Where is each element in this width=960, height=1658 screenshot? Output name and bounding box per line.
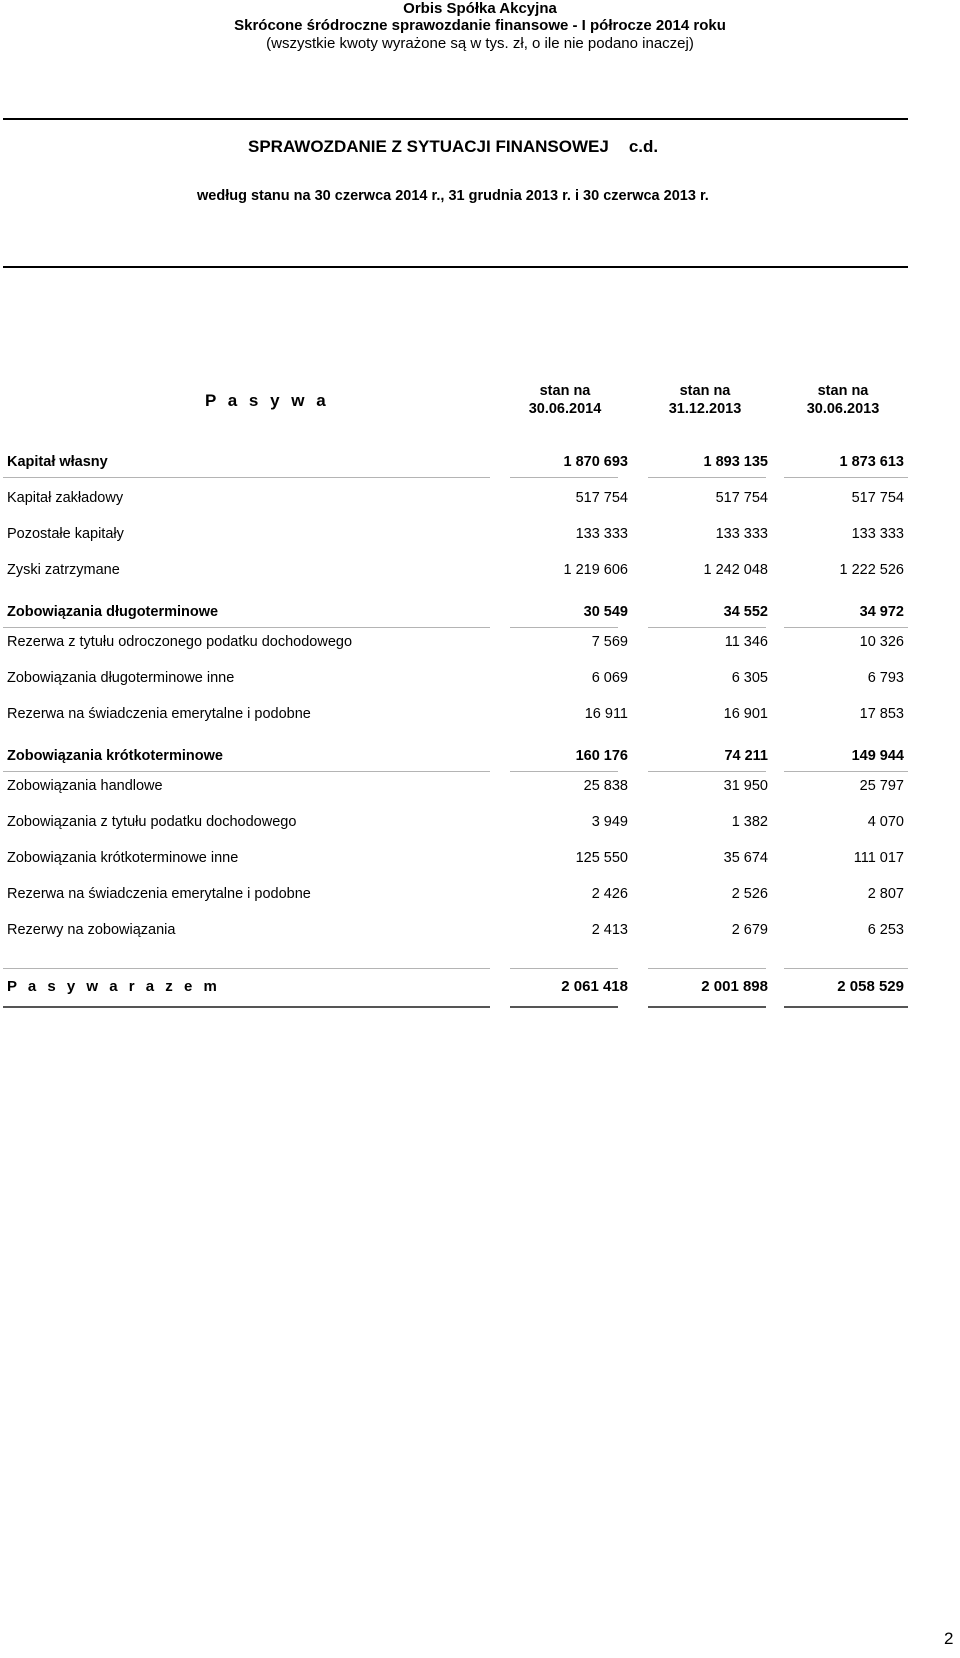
row-value-col1: 160 176 — [575, 748, 628, 764]
row-value-col3: 2 807 — [867, 886, 904, 902]
table-row — [0, 490, 960, 514]
statement-title-main: SPRAWOZDANIE Z SYTUACJI FINANSOWEJ — [248, 137, 609, 156]
row-value-col1: 6 069 — [591, 670, 628, 686]
section-underline — [648, 627, 766, 628]
report-title: Skrócone śródroczne sprawozdanie finansowe - I półrocze 2014 roku — [234, 17, 726, 34]
total-value-col3: 2 058 529 — [837, 978, 904, 995]
company-name: Orbis Spółka Akcyjna — [403, 0, 557, 17]
row-value-col2: 6 305 — [731, 670, 768, 686]
total-label: P a s y w a r a z e m — [7, 978, 221, 995]
row-value-col3: 517 754 — [851, 490, 904, 506]
column-header-3 — [783, 382, 903, 418]
row-value-col2: 517 754 — [715, 490, 768, 506]
row-value-col2: 11 346 — [724, 634, 768, 650]
row-label: Pozostałe kapitały — [7, 526, 124, 542]
column-header-2 — [645, 382, 765, 418]
row-label: Rezerwa na świadczenia emerytalne i podobne — [7, 886, 311, 902]
row-label: Zobowiązania z tytułu podatku dochodowego — [7, 814, 297, 830]
statement-title-cont: c.d. — [628, 137, 659, 156]
divider-header — [3, 266, 908, 268]
total-row — [0, 968, 960, 1008]
row-value-col2: 1 893 135 — [703, 454, 768, 470]
section-underline — [3, 627, 490, 628]
row-label: Kapitał własny — [7, 454, 108, 470]
table-row — [0, 526, 960, 550]
row-value-col3: 17 853 — [859, 706, 904, 722]
column-header-line2: 30.06.2013 — [806, 401, 880, 417]
section-underline — [648, 771, 766, 772]
total-top-rule — [648, 968, 766, 969]
table-row — [0, 670, 960, 694]
row-value-col1: 125 550 — [575, 850, 628, 866]
row-value-col3: 10 326 — [859, 634, 904, 650]
row-value-col1: 30 549 — [583, 604, 628, 620]
total-bottom-rule — [510, 1006, 618, 1008]
total-bottom-rule — [648, 1006, 766, 1008]
row-value-col3: 149 944 — [851, 748, 904, 764]
column-header-1 — [505, 382, 625, 418]
section-underline — [3, 771, 490, 772]
row-value-col2: 16 901 — [723, 706, 768, 722]
row-label: Zobowiązania długoterminowe inne — [7, 670, 235, 686]
row-value-col3: 34 972 — [859, 604, 904, 620]
row-label: Rezerwa na świadczenia emerytalne i podobne — [7, 706, 311, 722]
row-value-col3: 1 873 613 — [839, 454, 904, 470]
row-value-col2: 1 382 — [731, 814, 768, 830]
row-value-col1: 16 911 — [584, 706, 628, 722]
row-label: Zyski zatrzymane — [7, 562, 120, 578]
row-value-col2: 35 674 — [723, 850, 768, 866]
section-underline — [784, 477, 908, 478]
row-value-col3: 6 253 — [867, 922, 904, 938]
table-row — [0, 814, 960, 838]
row-value-col1: 517 754 — [575, 490, 628, 506]
table-row — [0, 922, 960, 946]
total-bottom-rule — [3, 1006, 490, 1008]
column-header-line1: stan na — [539, 383, 591, 399]
row-value-col2: 34 552 — [723, 604, 768, 620]
row-label: Kapitał zakładowy — [7, 490, 124, 506]
row-label: Rezerwy na zobowiązania — [7, 922, 176, 938]
row-label: Zobowiązania krótkoterminowe inne — [7, 850, 239, 866]
row-value-col2: 2 679 — [731, 922, 768, 938]
statement-title — [248, 137, 658, 157]
row-label: Rezerwa z tytułu odroczonego podatku dochodowego — [7, 634, 353, 650]
table-row — [0, 706, 960, 730]
section-label: P a s y w a — [205, 391, 330, 410]
section-underline — [510, 771, 618, 772]
row-value-col2: 2 526 — [731, 886, 768, 902]
row-label: Zobowiązania długoterminowe — [7, 604, 219, 620]
row-value-col2: 133 333 — [715, 526, 768, 542]
section-underline — [784, 627, 908, 628]
row-value-col3: 111 017 — [853, 850, 904, 866]
row-value-col1: 133 333 — [575, 526, 628, 542]
table-row — [0, 454, 960, 478]
row-value-col2: 31 950 — [723, 778, 768, 794]
row-value-col2: 1 242 048 — [703, 562, 768, 578]
divider-top — [3, 118, 908, 120]
row-value-col1: 2 426 — [591, 886, 628, 902]
row-value-col1: 2 413 — [591, 922, 628, 938]
section-underline — [3, 477, 490, 478]
row-label: Zobowiązania krótkoterminowe — [7, 748, 223, 764]
section-underline — [510, 627, 618, 628]
row-value-col3: 4 070 — [867, 814, 904, 830]
table-row — [0, 748, 960, 772]
section-underline — [648, 477, 766, 478]
column-header-line2: 31.12.2013 — [668, 401, 742, 417]
total-value-col1: 2 061 418 — [561, 978, 628, 995]
section-underline — [784, 771, 908, 772]
row-value-col2: 74 211 — [724, 748, 768, 764]
row-value-col1: 1 219 606 — [563, 562, 628, 578]
table-row — [0, 850, 960, 874]
amounts-note: (wszystkie kwoty wyrażone są w tys. zł, o ile nie podano inaczej) — [266, 35, 694, 52]
table-row — [0, 634, 960, 658]
row-value-col3: 6 793 — [867, 670, 904, 686]
table-row — [0, 562, 960, 586]
row-value-col1: 25 838 — [583, 778, 628, 794]
total-top-rule — [3, 968, 490, 969]
page-number: 2 — [944, 1629, 954, 1648]
row-value-col3: 1 222 526 — [839, 562, 904, 578]
statement-subtitle: według stanu na 30 czerwca 2014 r., 31 grudnia 2013 r. i 30 czerwca 2013 r. — [197, 188, 709, 204]
row-value-col1: 7 569 — [591, 634, 628, 650]
row-value-col3: 133 333 — [851, 526, 904, 542]
row-label: Zobowiązania handlowe — [7, 778, 163, 794]
total-bottom-rule — [784, 1006, 908, 1008]
row-value-col1: 1 870 693 — [563, 454, 628, 470]
table-row — [0, 886, 960, 910]
row-value-col3: 25 797 — [859, 778, 904, 794]
column-header-line1: stan na — [817, 383, 869, 399]
column-header-line2: 30.06.2014 — [528, 401, 602, 417]
table-row — [0, 778, 960, 802]
total-top-rule — [510, 968, 618, 969]
table-row — [0, 604, 960, 628]
section-underline — [510, 477, 618, 478]
column-header-line1: stan na — [679, 383, 731, 399]
row-value-col1: 3 949 — [591, 814, 628, 830]
total-value-col2: 2 001 898 — [701, 978, 768, 995]
total-top-rule — [784, 968, 908, 969]
